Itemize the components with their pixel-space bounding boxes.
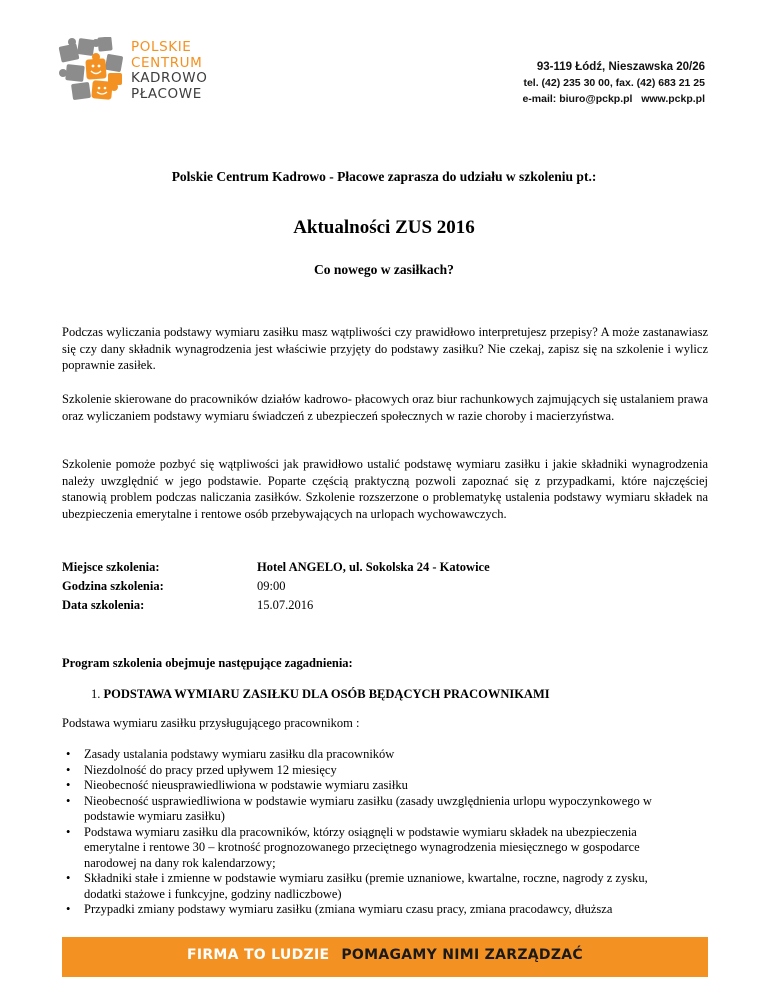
bullet-icon: • (66, 778, 71, 792)
base-intro: Podstawa wymiaru zasiłku przysługującego pracownikom : (62, 716, 360, 730)
invitation-line: Polskie Centrum Kadrowo - Płacowe zaprasza do udziału w szkoleniu pt.: (171, 169, 597, 184)
paragraph-1: Podczas wyliczania podstawy wymiaru zasiłku masz wątpliwości czy prawidłowo interpretujesz przepisy? A może zastanawiasz się czy dany składnik wynagrodzenia jest właściwie przyjęty do podstawy zasiłku? Nie czekaj, zapisz się na szkolenie i wylicz poprawnie zasiłek. (62, 325, 708, 372)
paragraph-2: Szkolenie skierowane do pracowników działów kadrowo- płacowych oraz biur rachunkowych zajmujących się ustalaniem prawa oraz wyliczaniem podstawy wymiaru świadczeń z ubezpieczeń społecznych w razie choroby i macierzyństwa. (62, 392, 708, 423)
bullet-icon: • (66, 747, 71, 761)
company-logo (58, 37, 218, 103)
topic-list (62, 747, 682, 918)
bullet-icon: • (66, 902, 71, 916)
detail-label: Data szkolenia: (62, 598, 145, 612)
bullet-icon: • (66, 762, 71, 777)
list-item: • Składniki stałe i zmienne w podstawie wymiaru zasiłku (premie uznaniowe, kwartalne, roczne, nagrody z zysku, dodatki stażowe i funkcyjne, godziny nadliczbowe) (66, 871, 648, 901)
page-title: Aktualności ZUS 2016 (293, 217, 475, 238)
logo-line-1: POLSKIE (131, 39, 192, 55)
footer-slogan-part-2: POMAGAMY NIMI ZARZĄDZAĆ (341, 947, 584, 963)
logo-line-4: PŁACOWE (131, 85, 202, 102)
contact-phones: tel. (42) 235 30 00, fax. (42) 683 21 25 (523, 77, 705, 89)
detail-value: 15.07.2016 (257, 598, 314, 612)
section-title: PODSTAWA WYMIARU ZASIŁKU DLA OSÓB BĘDĄCYCH PRACOWNIKAMI (103, 687, 550, 701)
list-item: • Nieobecność usprawiedliwiona w podstawie wymiaru zasiłku (zasady uwzględnienia urlopu wypoczynkowego w podstawie wymiaru zasiłku) (66, 793, 652, 823)
list-item: • Podstawa wymiaru zasiłku dla pracowników, którzy osiągnęli w podstawie wymiaru składek na ubezpieczenia emerytalne i rentowe 30 – krotność prognozowanego przeciętnego wynagrodzenia miesięcznego w gospodarce narodowej na dany rok kalendarzowy; (66, 824, 640, 870)
detail-label: Godzina szkolenia: (62, 579, 164, 593)
logo-line-2: CENTRUM (131, 54, 203, 71)
logo-wordmark (131, 40, 207, 102)
detail-label: Miejsce szkolenia: (62, 560, 160, 574)
footer-slogan-part-1: FIRMA TO LUDZIE (186, 947, 330, 963)
puzzle-pieces-people-icon (58, 37, 126, 103)
section-number: 1. (91, 687, 101, 701)
contact-email-web[interactable]: e-mail: biuro@pckp.pl www.pckp.pl (522, 93, 705, 105)
detail-value: Hotel ANGELO, ul. Sokolska 24 - Katowice (257, 560, 490, 574)
program-heading: Program szkolenia obejmuje następujące zagadnienia: (62, 656, 353, 670)
list-item: • Nieobecność nieusprawiedliwiona w podstawie wymiaru zasiłku (66, 778, 408, 792)
footer-slogan (62, 947, 708, 963)
contact-address: 93-119 Łódź, Nieszawska 20/26 (536, 61, 705, 73)
list-item: • Niezdolność do pracy przed upływem 12 miesięcy (66, 762, 337, 777)
detail-value: 09:00 (257, 579, 286, 593)
bullet-icon: • (66, 871, 71, 885)
bullet-icon: • (66, 793, 71, 808)
footer-banner (62, 937, 708, 977)
page-subtitle: Co nowego w zasiłkach? (314, 262, 454, 277)
list-item: • Zasady ustalania podstawy wymiaru zasiłku dla pracowników (66, 747, 395, 761)
section-1-heading (91, 687, 550, 702)
logo-line-3: KADROWO (131, 70, 208, 86)
list-item: • Przypadki zmiany podstawy wymiaru zasiłku (zmiana wymiaru czasu pracy, zmiana pracodawcy, dłuższa (66, 902, 613, 916)
paragraph-3: Szkolenie pomoże pozbyć się wątpliwości jak prawidłowo ustalić podstawę wymiaru zasiłku i jakie składniki wynagrodzenia należy uwzględnić w jego podstawie. Poparte częścią praktyczną pozwoli zapoznać się z przypadkami, które najczęściej stanowią problem podczas naliczania zasiłków. Szkolenie rozszerzone o problematykę ustalenia podstawy wymiaru składek na ubezpieczenia emerytalne i rentowe osób przebywających na urlopach wychowawczych. (62, 457, 708, 521)
contact-block (522, 59, 705, 107)
bullet-icon: • (66, 824, 71, 839)
